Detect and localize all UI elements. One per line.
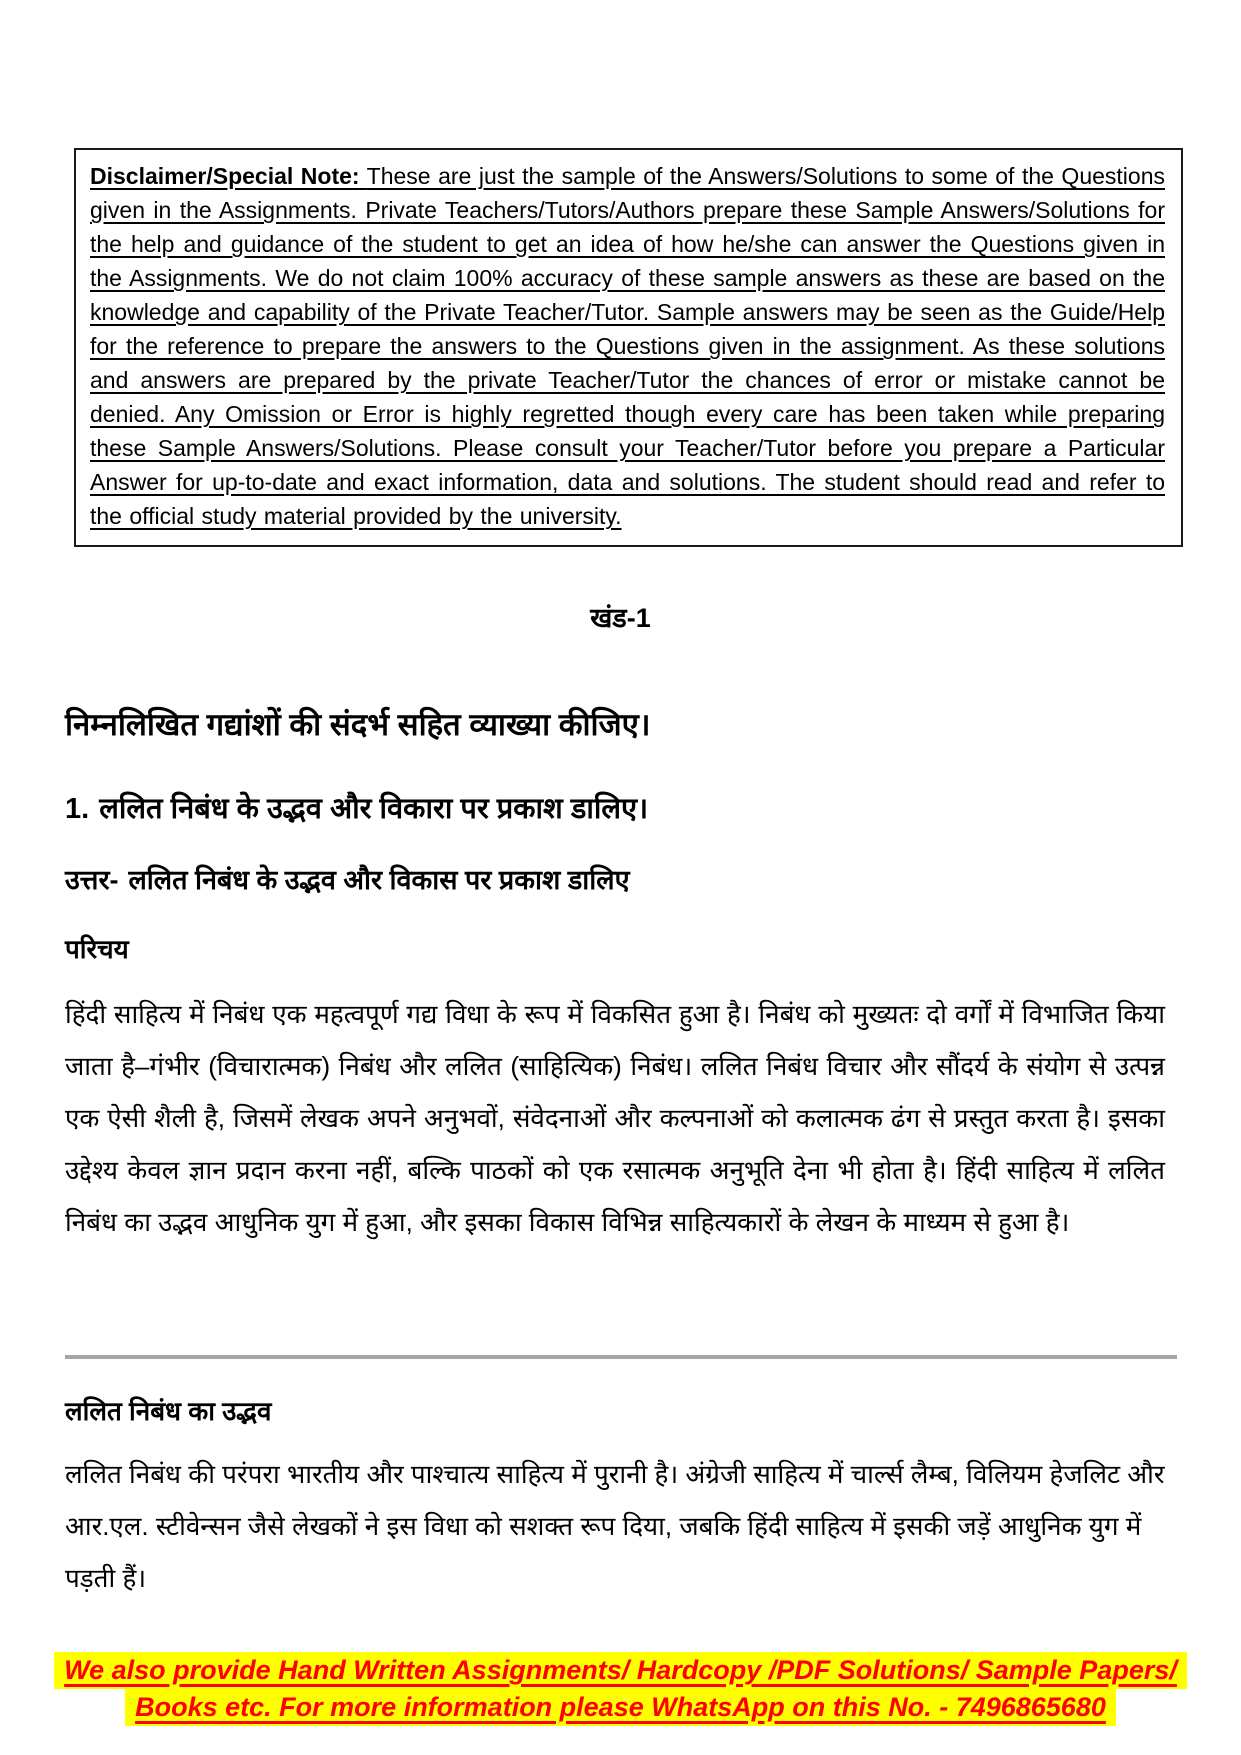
- disclaimer-label: Disclaimer/Special Note:: [90, 163, 360, 189]
- section-heading: खंड-1: [590, 603, 651, 633]
- answer-line: [65, 860, 1170, 897]
- intro-paragraph: हिंदी साहित्य में निबंध एक महत्वपूर्ण गद्य विधा के रूप में विकसित हुआ है। निबंध को मुख्यतः दो वर्गों में विभाजित किया जाता है–गंभीर (विचारात्मक) निबंध और ललित (साहित्यिक) निबंध। ललित निबंध विचार और सौंदर्य के संयोग से उत्पन्न एक ऐसी शैली है, जिसमें लेखक अपने अनुभवों, संवेदनाओं और कल्पनाओं को कलात्मक ढंग से प्रस्तुत करता है। इसका उद्देश्य केवल ज्ञान प्रदान करना नहीं, बल्कि पाठकों को एक रसात्मक अनुभूति देना भी होता है। हिंदी साहित्य में ललित निबंध का उद्भव आधुनिक युग में हुआ, और इसका विकास विभिन्न साहित्यकारों के लेखन के माध्यम से हुआ है।: [65, 999, 1165, 1237]
- disclaimer-text: [90, 159, 1165, 533]
- instruction-heading: निम्नलिखित गद्यांशों की संदर्भ सहित व्याख्या कीजिए।: [65, 707, 651, 742]
- promo-line-2: Books etc. For more information please WhatsApp on this No. - 7496865680: [125, 1689, 1116, 1726]
- question-line: [65, 788, 1170, 827]
- answer-title: ललित निबंध के उद्भव और विकास पर प्रकाश डालिए: [128, 865, 630, 895]
- intro-heading: परिचय: [65, 934, 129, 964]
- promo-line-1: We also provide Hand Written Assignments/ Hardcopy /PDF Solutions/ Sample Papers/: [54, 1652, 1187, 1689]
- disclaimer-box: [74, 148, 1183, 547]
- subsection-paragraph: ललित निबंध की परंपरा भारतीय और पाश्चात्य साहित्य में पुरानी है। अंग्रेजी साहित्य में चार्ल्स लैम्ब, विलियम हेजलिट और आर.एल. स्टीवेन्सन जैसे लेखकों ने इस विधा को सशक्त रूप दिया, जबकि हिंदी साहित्य में इसकी जड़ें आधुनिक युग में पड़ती हैं।: [65, 1459, 1165, 1593]
- section-divider: [65, 1355, 1177, 1359]
- question-number: 1.: [65, 793, 90, 825]
- question-text: ललित निबंध के उद्भव और विकारा पर प्रकाश डालिए।: [99, 793, 649, 825]
- subsection-heading: ललित निबंध का उद्भव: [65, 1396, 272, 1426]
- promo-footer: [0, 1652, 1241, 1726]
- answer-label: उत्तर-: [65, 865, 119, 895]
- disclaimer-body: These are just the sample of the Answers/Solutions to some of the Questions given in the Assignments. Private Teachers/Tutors/Authors prepare these Sample Answers/Solutions for the help and guidance of the student to get an idea of how he/she can answer the Questions given in the Assignments. We do not claim 100% accuracy of these sample answers as these are based on the knowledge and capability of the Private Teacher/Tutor. Sample answers may be seen as the Guide/Help for the reference to prepare the answers to the Questions given in the assignment. As these solutions and answers are prepared by the private Teacher/Tutor the chances of error or mistake cannot be denied. Any Omission or Error is highly regretted though every care has been taken while preparing these Sample Answers/Solutions. Please consult your Teacher/Tutor before you prepare a Particular Answer for up-to-date and exact information, data and solutions. The student should read and refer to the official study material provided by the university.: [90, 163, 1165, 529]
